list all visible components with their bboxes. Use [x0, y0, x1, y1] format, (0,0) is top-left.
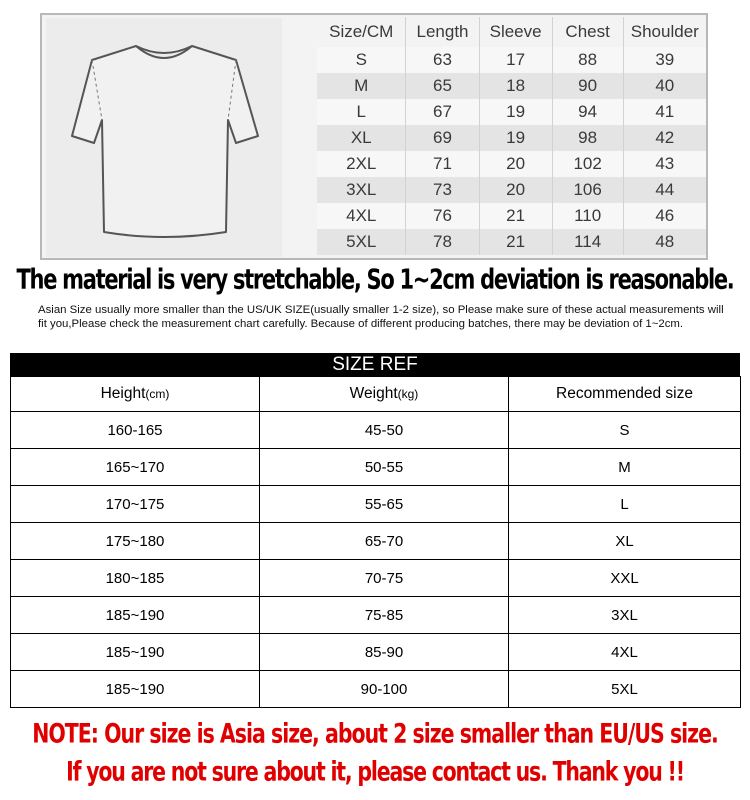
chart-cell-length: 78 [406, 229, 479, 255]
chart-cell-sleeve: 19 [479, 99, 552, 125]
ref-row [11, 597, 741, 634]
measurement-table [317, 17, 706, 255]
chart-cell-chest: 94 [552, 99, 623, 125]
chart-cell-length: 69 [406, 125, 479, 151]
ref-cell-height: 175~180 [11, 523, 260, 560]
ref-header-height-unit: (cm) [145, 387, 170, 401]
chart-cell-length: 76 [406, 203, 479, 229]
chart-cell-shoulder: 44 [623, 177, 706, 203]
chart-cell-chest: 114 [552, 229, 623, 255]
chart-cell-shoulder: 39 [623, 47, 706, 73]
chart-cell-chest: 110 [552, 203, 623, 229]
ref-cell-recommended-size: S [509, 412, 741, 449]
ref-header-weight [260, 377, 509, 412]
ref-row [11, 560, 741, 597]
ref-header-weight-unit: (kg) [397, 387, 419, 401]
ref-cell-recommended-size: XXL [509, 560, 741, 597]
ref-cell-height: 185~190 [11, 634, 260, 671]
ref-header-height-label: Height [100, 385, 146, 402]
chart-header-chest: Chest [552, 17, 623, 47]
chart-cell-sleeve: 17 [479, 47, 552, 73]
ref-cell-recommended-size: 4XL [509, 634, 741, 671]
chart-cell-sleeve: 19 [479, 125, 552, 151]
ref-cell-recommended-size: XL [509, 523, 741, 560]
chart-cell-size: M [317, 73, 406, 99]
ref-header-recommended-label: Recommended size [556, 385, 693, 402]
size-ref-title: SIZE REF [10, 353, 740, 377]
ref-cell-recommended-size: L [509, 486, 741, 523]
tshirt-outline-icon [46, 18, 282, 257]
ref-cell-height: 165~170 [11, 449, 260, 486]
chart-cell-sleeve: 20 [479, 177, 552, 203]
chart-header-sleeve: Sleeve [479, 17, 552, 47]
ref-header-recommended [509, 377, 741, 412]
chart-cell-chest: 90 [552, 73, 623, 99]
chart-cell-size: 5XL [317, 229, 406, 255]
ref-cell-weight: 65-70 [260, 523, 509, 560]
ref-row [11, 634, 741, 671]
ref-header-weight-label: Weight [349, 385, 398, 402]
asian-size-note: Asian Size usually more smaller than the US/UK SIZE(usually smaller 1-2 size), so Please make sure of these actual measurements will fit you,Please check the measurement chart carefully. Because of different producing batches, there may be deviation of 1~2cm. [38, 304, 724, 330]
chart-row [317, 73, 706, 99]
ref-cell-height: 180~185 [11, 560, 260, 597]
chart-cell-size: 4XL [317, 203, 406, 229]
chart-row [317, 177, 706, 203]
chart-cell-size: 3XL [317, 177, 406, 203]
chart-cell-shoulder: 41 [623, 99, 706, 125]
ref-cell-weight: 45-50 [260, 412, 509, 449]
chart-cell-sleeve: 21 [479, 203, 552, 229]
chart-cell-chest: 88 [552, 47, 623, 73]
chart-cell-length: 63 [406, 47, 479, 73]
chart-cell-shoulder: 48 [623, 229, 706, 255]
ref-cell-recommended-size: 3XL [509, 597, 741, 634]
chart-header-shoulder: Shoulder [623, 17, 706, 47]
chart-cell-length: 73 [406, 177, 479, 203]
contact-note: If you are not sure about it, please contact us. Thank you !! [66, 756, 684, 788]
tshirt-illustration [46, 18, 282, 257]
chart-header-size: Size/CM [317, 17, 406, 47]
chart-cell-size: S [317, 47, 406, 73]
ref-row [11, 486, 741, 523]
ref-cell-height: 185~190 [11, 597, 260, 634]
chart-cell-chest: 98 [552, 125, 623, 151]
chart-cell-length: 65 [406, 73, 479, 99]
ref-cell-weight: 70-75 [260, 560, 509, 597]
chart-cell-shoulder: 43 [623, 151, 706, 177]
chart-cell-shoulder: 40 [623, 73, 706, 99]
chart-row [317, 203, 706, 229]
ref-row [11, 523, 741, 560]
asia-size-note: NOTE: Our size is Asia size, about 2 size smaller than EU/US size. [32, 718, 718, 750]
ref-cell-recommended-size: 5XL [509, 671, 741, 708]
chart-cell-size: XL [317, 125, 406, 151]
ref-cell-height: 185~190 [11, 671, 260, 708]
chart-cell-chest: 106 [552, 177, 623, 203]
ref-cell-weight: 55-65 [260, 486, 509, 523]
size-ref-table [10, 376, 741, 708]
chart-row [317, 47, 706, 73]
chart-cell-length: 71 [406, 151, 479, 177]
ref-row [11, 412, 741, 449]
chart-row [317, 99, 706, 125]
ref-cell-weight: 90-100 [260, 671, 509, 708]
chart-cell-length: 67 [406, 99, 479, 125]
ref-row [11, 671, 741, 708]
chart-row [317, 229, 706, 255]
ref-header-height [11, 377, 260, 412]
ref-cell-height: 170~175 [11, 486, 260, 523]
chart-row [317, 125, 706, 151]
chart-row [317, 151, 706, 177]
chart-cell-size: L [317, 99, 406, 125]
ref-cell-weight: 75-85 [260, 597, 509, 634]
chart-cell-shoulder: 46 [623, 203, 706, 229]
chart-header-length: Length [406, 17, 479, 47]
ref-cell-height: 160-165 [11, 412, 260, 449]
chart-cell-sleeve: 21 [479, 229, 552, 255]
chart-cell-sleeve: 18 [479, 73, 552, 99]
ref-row [11, 449, 741, 486]
chart-cell-chest: 102 [552, 151, 623, 177]
stretch-note: The material is very stretchable, So 1~2cm deviation is reasonable. [16, 264, 734, 296]
ref-cell-weight: 50-55 [260, 449, 509, 486]
measurement-panel [40, 13, 708, 260]
ref-cell-weight: 85-90 [260, 634, 509, 671]
chart-cell-sleeve: 20 [479, 151, 552, 177]
ref-cell-recommended-size: M [509, 449, 741, 486]
chart-cell-size: 2XL [317, 151, 406, 177]
chart-cell-shoulder: 42 [623, 125, 706, 151]
